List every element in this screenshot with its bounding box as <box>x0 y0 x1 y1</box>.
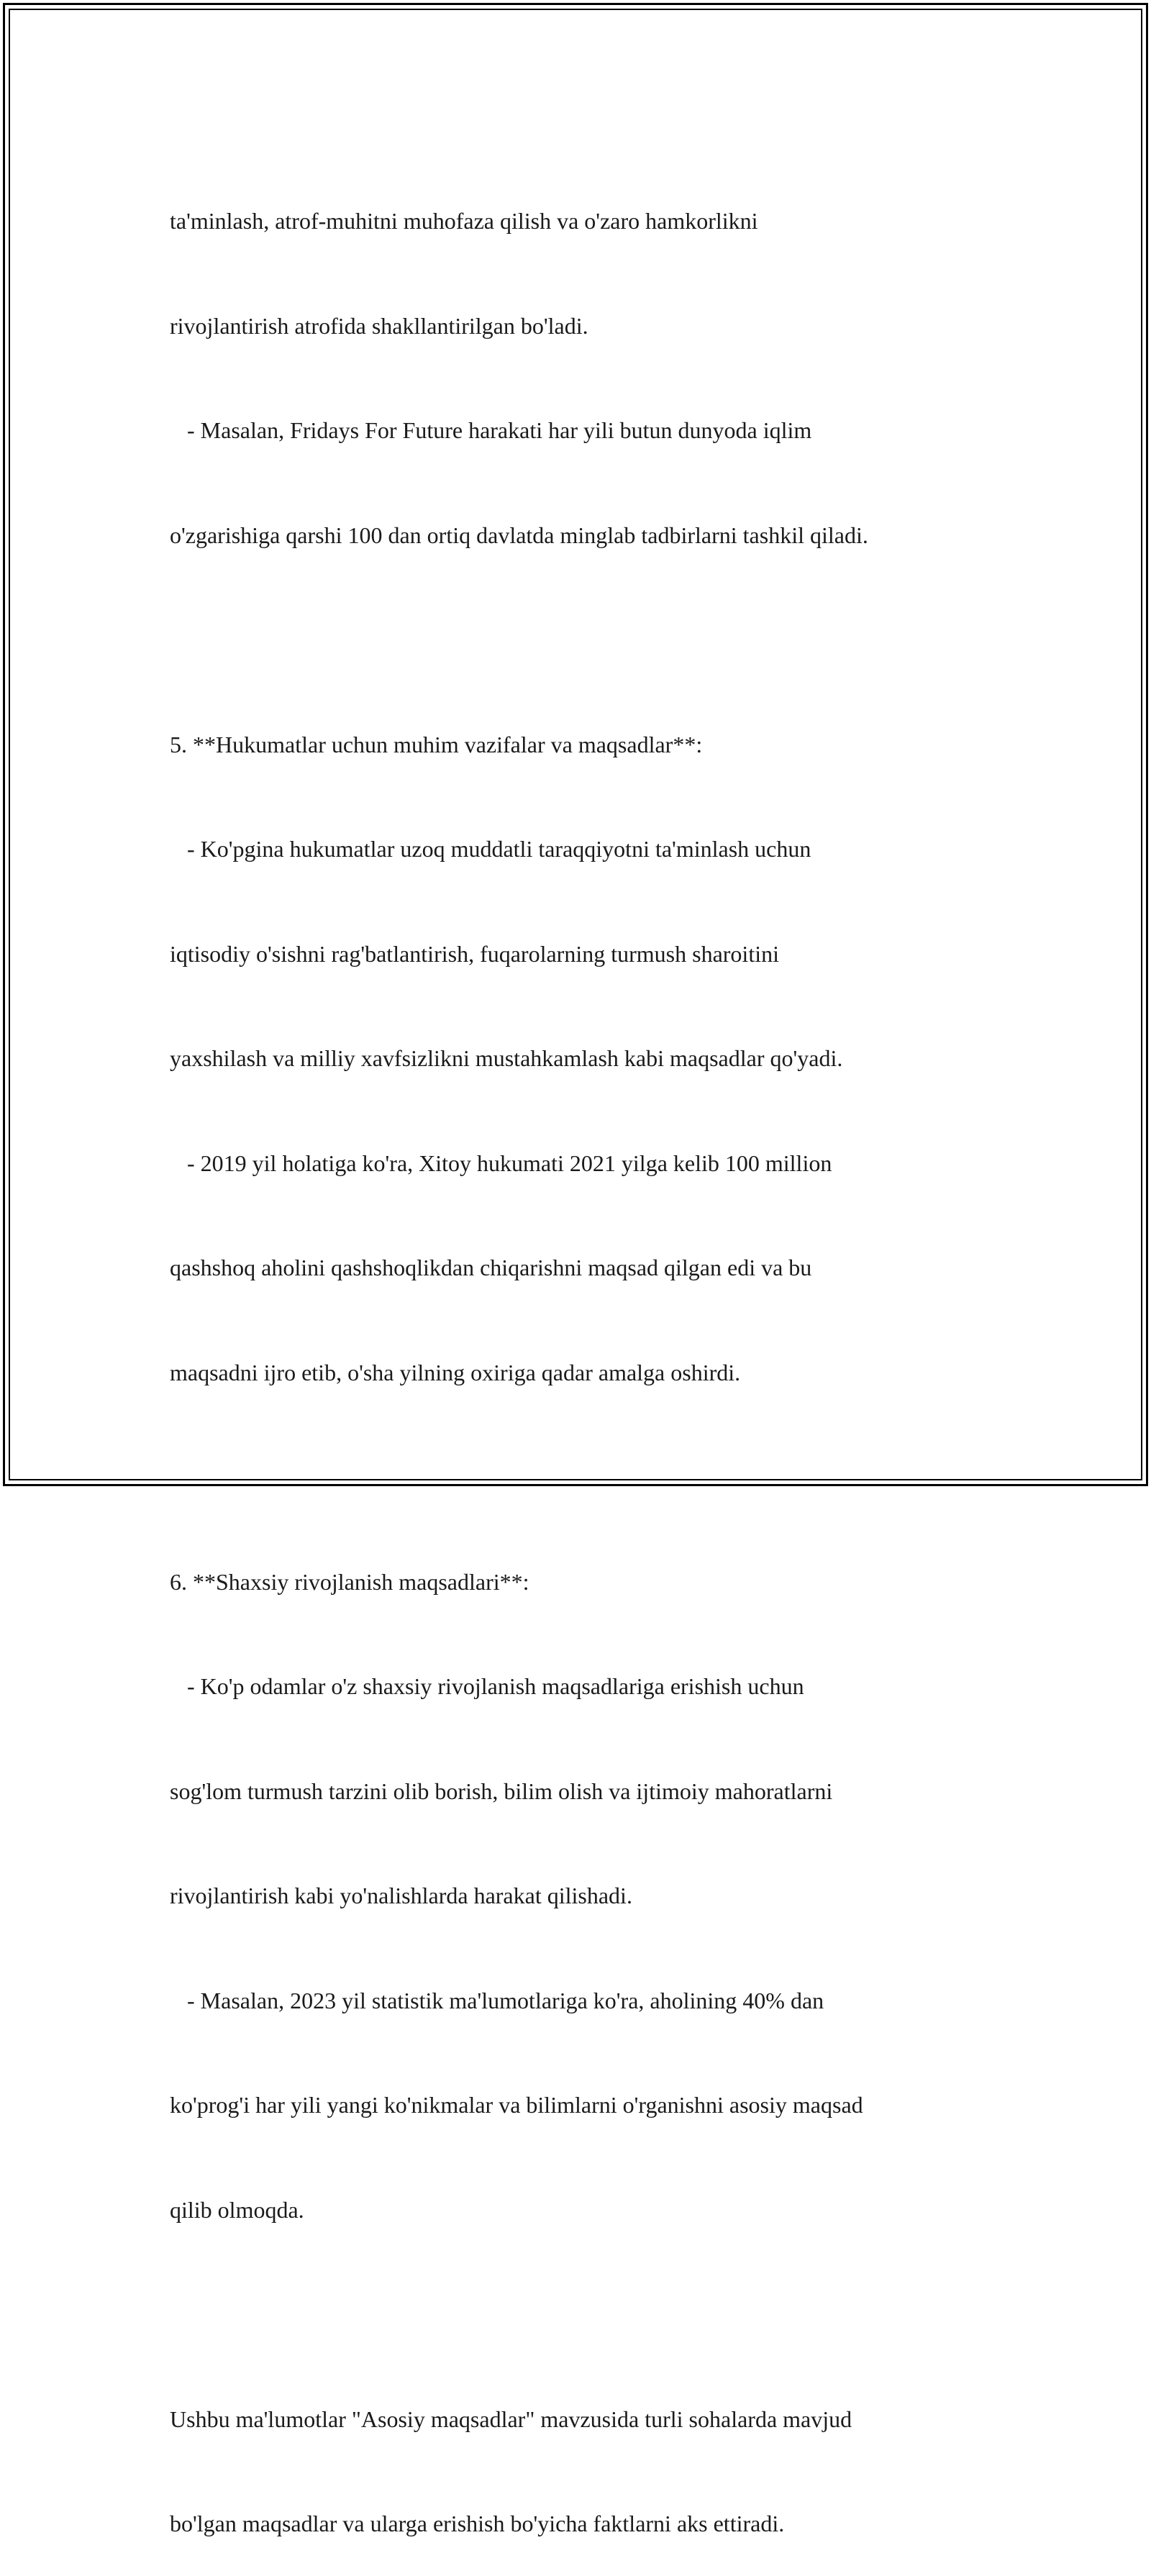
text-line: - Masalan, Fridays For Future harakati har yili butun dunyoda iqlim <box>170 417 812 443</box>
text-line: sog'lom turmush tarzini olib borish, bilim olish va ijtimoiy mahoratlarni <box>170 1778 833 1804</box>
text-line: - Masalan, 2023 yil statistik ma'lumotlariga ko'ra, aholining 40% dan <box>170 1987 824 2013</box>
text-line: rivojlantirish atrofida shakllantirilgan bo'ladi. <box>170 312 588 339</box>
text-line: qilib olmoqda. <box>170 2196 304 2223</box>
text-line: - 2019 yil holatiga ko'ra, Xitoy hukumati 2021 yilga kelib 100 million <box>170 1150 832 1176</box>
text-line: Ushbu ma'lumotlar "Asosiy maqsadlar" mavzusida turli sohalarda mavjud <box>170 2406 852 2432</box>
paragraph-gap <box>170 1460 997 1495</box>
document-body <box>170 134 997 2576</box>
text-line: iqtisodiy o'sishni rag'batlantirish, fuqarolarning turmush sharoitini <box>170 940 779 967</box>
paragraph-gap <box>170 622 997 657</box>
text-line: ta'minlash, atrof-muhitni muhofaza qilish va o'zaro hamkorlikni <box>170 208 758 234</box>
section-heading: 6. **Shaxsiy rivojlanish maqsadlari**: <box>170 1568 529 1595</box>
paragraph-gap <box>170 2297 997 2332</box>
section-heading: 5. **Hukumatlar uchun muhim vazifalar va maqsadlar**: <box>170 731 703 757</box>
text-line: yaxshilash va milliy xavfsizlikni mustahkamlash kabi maqsadlar qo'yadi. <box>170 1045 843 1071</box>
text-line: qashshoq aholini qashshoqlikdan chiqarishni maqsad qilgan edi va bu <box>170 1255 812 1280</box>
text-line: maqsadni ijro etib, o'sha yilning oxiriga qadar amalga oshirdi. <box>170 1359 741 1385</box>
text-line: rivojlantirish kabi yo'nalishlarda harakat qilishadi. <box>170 1883 632 1908</box>
text-line: - Ko'pgina hukumatlar uzoq muddatli taraqqiyotni ta'minlash uchun <box>170 836 811 862</box>
text-line: ko'prog'i har yili yangi ko'nikmalar va bilimlarni o'rganishni asosiy maqsad <box>170 2092 863 2118</box>
text-line: o'zgarishiga qarshi 100 dan ortiq davlatda minglab tadbirlarni tashkil qiladi. <box>170 522 868 548</box>
text-line: - Ko'p odamlar o'z shaxsiy rivojlanish maqsadlariga erishish uchun <box>170 1673 804 1699</box>
text-line: bo'lgan maqsadlar va ularga erishish bo'yicha faktlarni aks ettiradi. <box>170 2511 785 2536</box>
